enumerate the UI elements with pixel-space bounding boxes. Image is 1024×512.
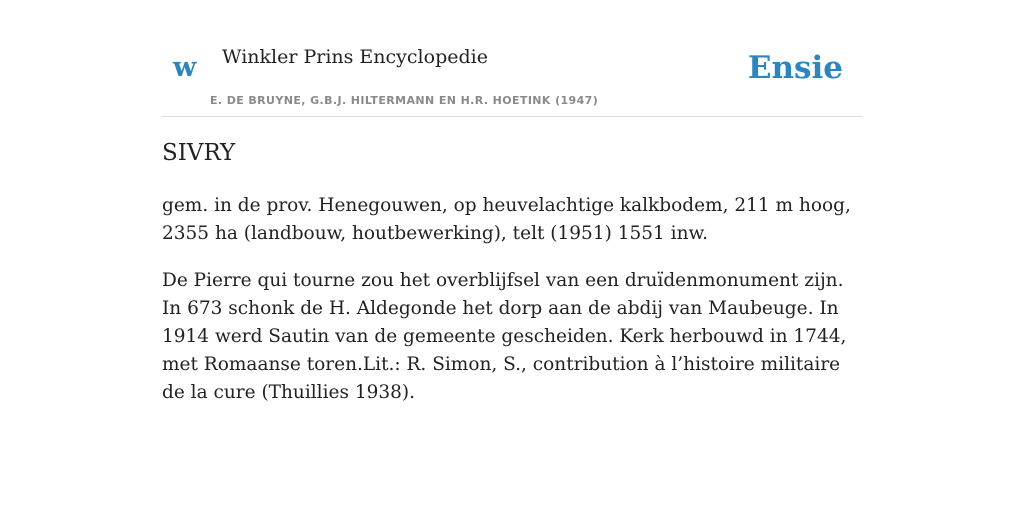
source-header [162, 0, 862, 117]
ensie-logo-link[interactable]: Ensie [747, 50, 843, 86]
source-logo-link[interactable]: w [173, 52, 197, 83]
entry-body [162, 192, 862, 426]
article-page [162, 0, 862, 403]
source-title: Winkler Prins Encyclopedie [222, 46, 488, 68]
entry-paragraph: De Pierre qui tourne zou het overblijfsel van een druïdenmonument zijn. In 673 schonk de H. Aldegonde het dorp aan de abdij van Maubeuge. In 1914 werd Sautin van de gemeente gescheiden. Kerk herbouwd in 1744, met Romaanse toren.Lit.: R. Simon, S., contribution à l’histoire militaire de la cure (Thuillies 1938). [162, 270, 847, 403]
entry-title: SIVRY [162, 140, 236, 166]
entry-paragraph: gem. in de prov. Henegouwen, op heuvelachtige kalkbodem, 211 m hoog, 2355 ha (landbouw, houtbewerking), telt (1951) 1551 inw. [162, 195, 851, 244]
source-authors: E. DE BRUYNE, G.B.J. HILTERMANN EN H.R. HOETINK (1947) [210, 94, 599, 107]
